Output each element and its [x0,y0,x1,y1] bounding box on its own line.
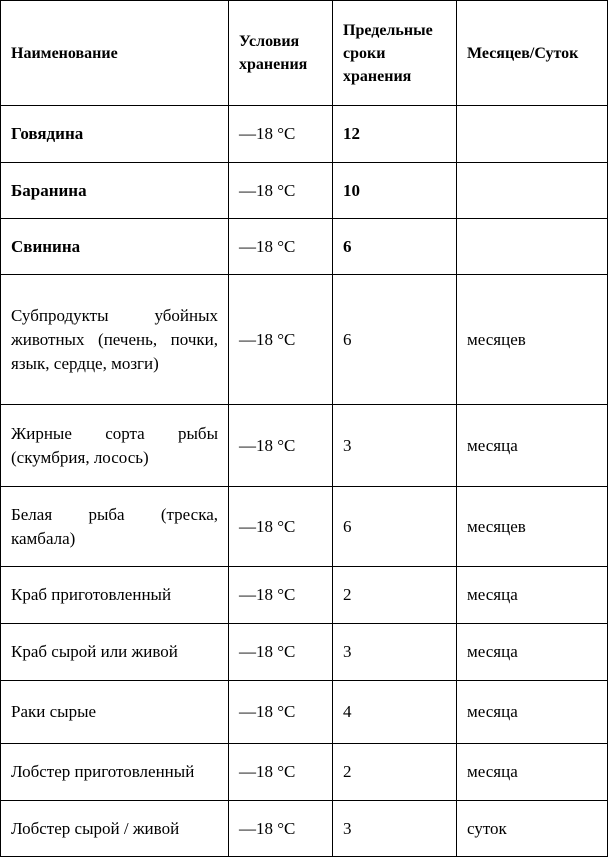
row-name: Лобстер сырой / живой [1,801,229,857]
row-condition: —18 °C [229,405,333,487]
row-unit [457,163,608,219]
row-condition: —18 °C [229,744,333,801]
table-row [1,681,608,744]
header-unit: Месяцев/Суток [457,1,608,106]
row-unit [457,106,608,163]
row-unit: месяцев [457,275,608,405]
row-term: 3 [333,624,457,681]
row-condition: —18 °C [229,275,333,405]
header-name: Наименование [1,1,229,106]
table-row [1,275,608,405]
table-row [1,801,608,857]
row-term: 10 [333,163,457,219]
row-condition: —18 °C [229,681,333,744]
row-term: 3 [333,405,457,487]
header-row [1,1,608,106]
row-unit: месяцев [457,487,608,567]
table-row [1,487,608,567]
row-name: Свинина [1,219,229,275]
row-unit: месяца [457,624,608,681]
row-term: 6 [333,219,457,275]
row-term: 6 [333,487,457,567]
header-condition: Условия хранения [229,1,333,106]
row-condition: —18 °C [229,219,333,275]
table-row [1,405,608,487]
table-row [1,219,608,275]
row-condition: —18 °C [229,567,333,624]
row-unit: суток [457,801,608,857]
row-name: Краб сырой или живой [1,624,229,681]
row-name: Субпродукты убойных животных (печень, почки, язык, сердце, мозги) [1,275,229,405]
table-row [1,624,608,681]
row-condition: —18 °C [229,106,333,163]
row-unit: месяца [457,567,608,624]
header-term: Предельные сроки хранения [333,1,457,106]
row-term: 2 [333,567,457,624]
row-unit [457,219,608,275]
table-row [1,106,608,163]
row-name: Краб приготовленный [1,567,229,624]
row-name: Говядина [1,106,229,163]
table-row [1,567,608,624]
row-name: Жирные сорта рыбы (скумбрия, лосось) [1,405,229,487]
row-term: 6 [333,275,457,405]
row-term: 4 [333,681,457,744]
row-unit: месяца [457,405,608,487]
row-condition: —18 °C [229,801,333,857]
row-unit: месяца [457,681,608,744]
table-row [1,744,608,801]
row-name: Раки сырые [1,681,229,744]
row-unit: месяца [457,744,608,801]
table-row [1,163,608,219]
row-condition: —18 °C [229,487,333,567]
row-name: Белая рыба (треска, камбала) [1,487,229,567]
row-term: 2 [333,744,457,801]
row-name: Лобстер приготовленный [1,744,229,801]
row-condition: —18 °C [229,624,333,681]
row-term: 3 [333,801,457,857]
row-term: 12 [333,106,457,163]
row-condition: —18 °C [229,163,333,219]
row-name: Баранина [1,163,229,219]
